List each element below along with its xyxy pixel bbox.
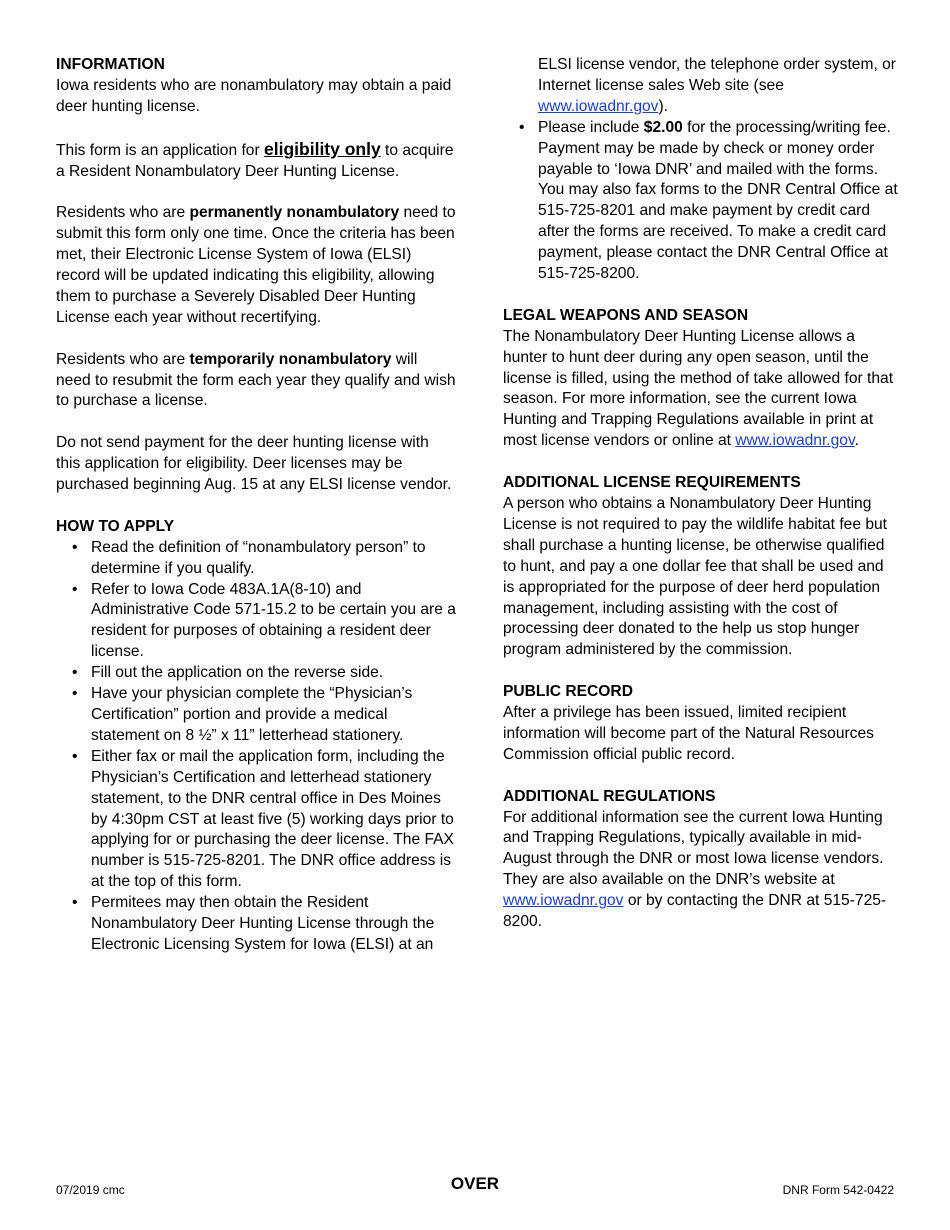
temporarily-nonambulatory-bold: temporarily nonambulatory	[189, 350, 392, 368]
additional-license-heading: ADDITIONAL LICENSE REQUIREMENTS	[503, 474, 801, 492]
legal-weapons-section	[503, 306, 898, 452]
how-to-apply-section	[56, 517, 456, 956]
p4-pre: Residents who are	[56, 350, 190, 368]
right-column	[503, 55, 898, 954]
p2-post: to acquire a Resident Nonambulatory Deer Hunting License.	[56, 141, 454, 180]
list-item: • Read the definition of “nonambulatory person” to determine if you qualify.	[91, 538, 456, 580]
p2-pre: This form is an application for	[56, 141, 265, 159]
legal-weapons-text	[503, 327, 898, 452]
p3-pre: Residents who are	[56, 204, 190, 222]
fee-pre: Please include	[538, 118, 644, 136]
list-item	[538, 118, 898, 285]
regulations-pre: For additional information see the current Iowa Hunting and Trapping Regulations, typically available in mid-August through the DNR or most Iowa license vendors. They are also available on the DNR’s website at	[503, 808, 884, 889]
footer-over: OVER	[450, 1174, 500, 1193]
information-paragraph-4	[56, 350, 456, 413]
list-item: • Permitees may then obtain the Resident Nonambulatory Deer Hunting License through the Electronic Licensing System for Iowa (ELSI) at an	[91, 893, 456, 956]
fee-amount: $2.00	[643, 118, 683, 136]
information-paragraph-5: Do not send payment for the deer hunting license with this application for eligibility. Deer licenses may be purchased beginning Aug. 15 at any ELSI license vendor.	[56, 434, 452, 494]
p3-post: need to submit this form only one time. Once the criteria has been met, their Electronic License System of Iowa (ELSI) record will be updated indicating this eligibility, allowing them to purchase a Severely Disabled Deer Hunting License each year without recertifying.	[56, 204, 456, 326]
list-item: • Have your physician complete the “Physician’s Certification” portion and provide a medical statement on 8 ½” x 11” letterhead stationery.	[91, 684, 456, 747]
iowadnr-link[interactable]: www.iowadnr.gov	[735, 432, 855, 450]
legal-weapons-heading: LEGAL WEAPONS AND SEASON	[503, 306, 749, 324]
information-paragraph-3	[56, 203, 456, 328]
page-footer	[56, 1174, 894, 1198]
p4-post: will need to resubmit the form each year they qualify and wish to purchase a license.	[56, 350, 456, 410]
continuation-text: ELSI license vendor, the telephone order system, or Internet license sales Web site (see	[538, 56, 896, 94]
how-to-apply-heading: HOW TO APPLY	[56, 517, 175, 535]
additional-regulations-text	[503, 808, 898, 933]
additional-license-text: A person who obtains a Nonambulatory Deer Hunting License is not required to pay the wildlife habitat fee but shall purchase a hunting license, be otherwise qualified to hunt, and pay a one dollar fee that shall be used and is appropriated for the purpose of deer herd population management, including assisting with the cost of processing deer donated to the help us stop hunger program administered by the commission.	[503, 495, 888, 659]
legal-end: .	[854, 432, 859, 450]
list-item: • Fill out the application on the reverse side.	[91, 663, 456, 684]
list-item: • Refer to Iowa Code 483A.1A(8-10) and Administrative Code 571-15.2 to be certain you are a resident for purposes of obtaining a resident deer license.	[91, 580, 456, 664]
list-item: • Either fax or mail the application form, including the Physician’s Certification and letterhead stationery statement, to the DNR central office in Des Moines by 4:30pm CST at least five (5) working days prior to applying for or purchasing the deer license. The FAX number is 515-725-8201. The DNR office address is at the top of this form.	[91, 747, 456, 893]
information-heading: INFORMATION	[56, 56, 165, 73]
additional-license-section	[503, 473, 898, 661]
fee-list	[503, 118, 898, 285]
left-column	[56, 55, 456, 956]
how-to-apply-list	[56, 538, 456, 956]
additional-regulations-section	[503, 787, 898, 933]
legal-text: The Nonambulatory Deer Hunting License allows a hunter to hunt deer during any open season, until the license is filled, using the method of take allowed for that season. For more information, see the current Iowa Hunting and Trapping Regulations available in print at most license vendors or online at	[503, 327, 894, 450]
information-paragraph-1: Iowa residents who are nonambulatory may obtain a paid deer hunting license.	[56, 76, 452, 115]
eligibility-only-emphasis: eligibility only	[264, 138, 381, 159]
footer-form-number: DNR Form 542-0422	[782, 1183, 894, 1197]
information-paragraph-2	[56, 139, 456, 183]
public-record-heading: PUBLIC RECORD	[503, 683, 633, 701]
information-section	[56, 55, 456, 496]
iowadnr-link[interactable]: www.iowadnr.gov	[503, 892, 624, 910]
public-record-section	[503, 682, 898, 766]
fee-post: for the processing/writing fee. Payment may be made by check or money order payable to ‘Iowa DNR’ and mailed with the forms. You may also fax forms to the DNR Central Office at 515-725-8201 and make payment by credit card after the forms are received. To make a credit card payment, please contact the DNR Central Office at 515-725-8200.	[538, 118, 898, 283]
footer-revision: 07/2019 cmc	[56, 1183, 125, 1197]
regulations-post: or by contacting the DNR at 515-725-8200.	[503, 892, 887, 931]
public-record-text: After a privilege has been issued, limited recipient information will become part of the Natural Resources Commission official public record.	[503, 704, 874, 763]
iowadnr-link[interactable]: www.iowadnr.gov	[538, 97, 659, 115]
how-to-apply-continuation	[503, 55, 898, 118]
continuation-end: ).	[658, 97, 669, 115]
additional-regulations-heading: ADDITIONAL REGULATIONS	[503, 787, 716, 805]
permanently-nonambulatory-bold: permanently nonambulatory	[189, 204, 400, 222]
